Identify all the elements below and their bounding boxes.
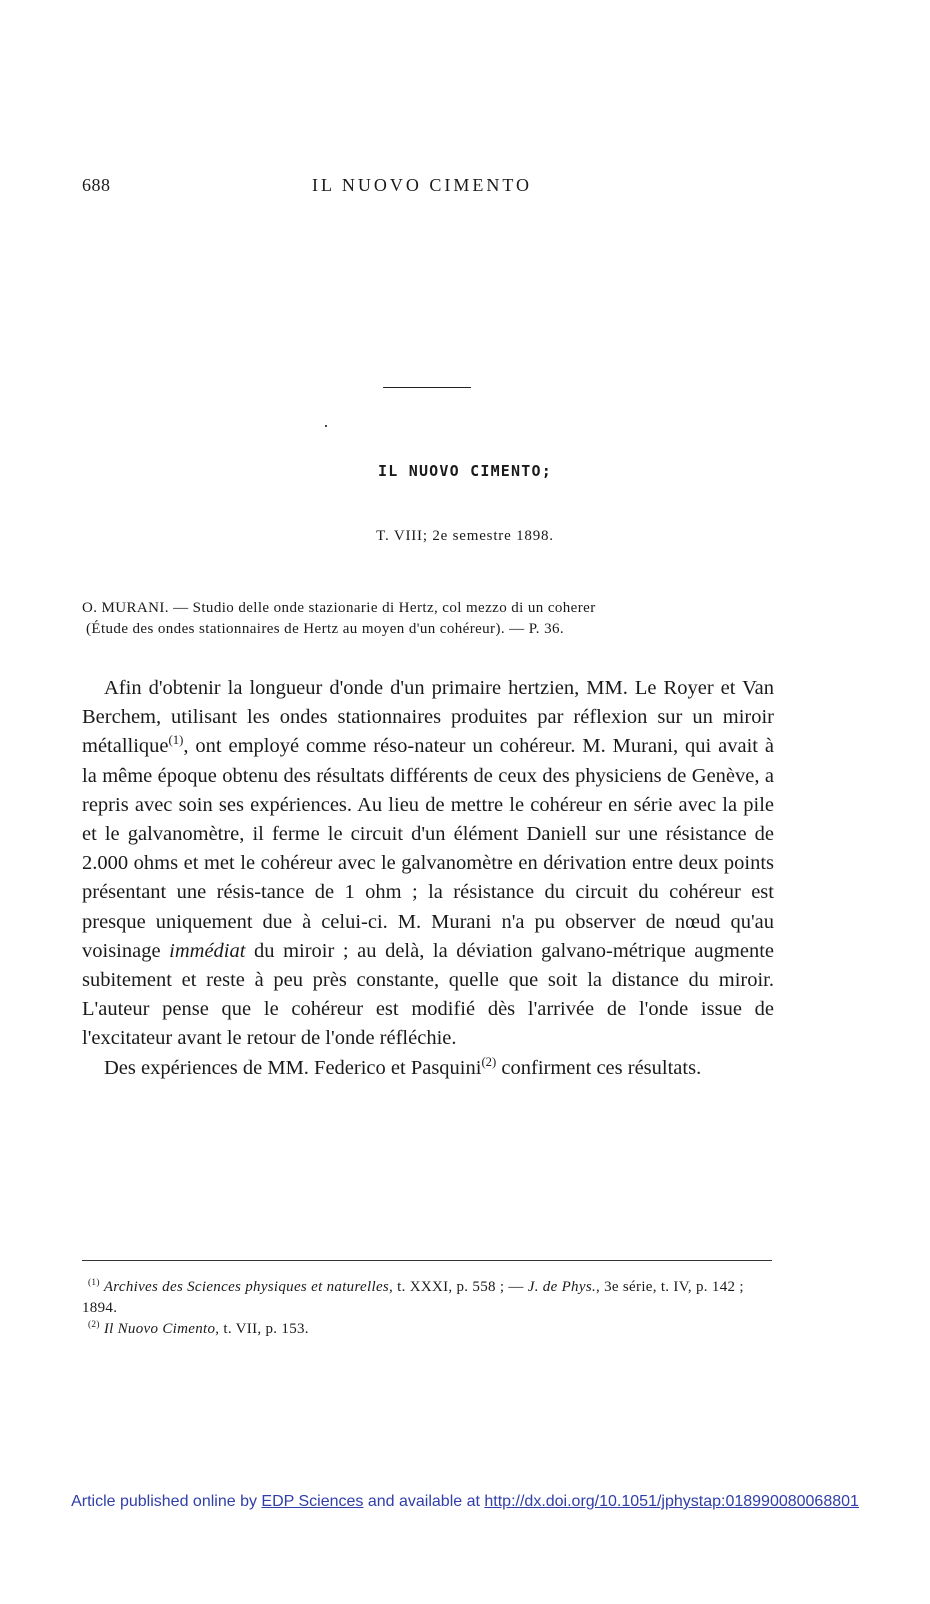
publisher-prefix: Article published online by bbox=[71, 1493, 262, 1510]
body-paragraph-2 bbox=[82, 1054, 774, 1083]
footnote-text: , t. XXXI, p. 558 ; — bbox=[389, 1279, 528, 1295]
body-paragraph-1 bbox=[82, 674, 774, 1054]
reference-line-1: O. MURANI. — Studio delle onde stazionarie di Hertz, col mezzo di un coherer bbox=[82, 600, 596, 616]
body-text: Afin d'obtenir la longueur d'onde d'un primaire hertzien, MM. Le Royer et Van Berchem, utilisant les ondes stationnaires produites par réflexion sur un miroir métallique bbox=[82, 677, 774, 758]
footnote-source-title: Archives des Sciences physiques et naturelles bbox=[103, 1279, 390, 1295]
footnote-mark-2: (2) bbox=[88, 1320, 100, 1330]
body-text: , ont employé comme réso-nateur un cohéreur. M. Murani, qui avait à la même époque obtenu des résultats différents de ceux des physiciens de Genève, a repris avec soin ses expériences. Au lieu de mettre le cohéreur en série avec la pile et le galvanomètre, il ferme le circuit d'un élément Daniell sur une résistance de 2.000 ohms et met le cohéreur avec le galvanomètre en dérivation entre deux points présentant une résis-tance de 1 ohm ; la résistance du circuit du cohéreur est presque uniquement due à celui-ci. M. Murani n'a pu observer de nœud qu'au voisinage bbox=[82, 735, 774, 962]
footnote-source-title: Il Nuovo Cimento bbox=[103, 1321, 216, 1337]
section-divider bbox=[383, 387, 471, 388]
footnotes bbox=[82, 1277, 774, 1340]
footnote-divider bbox=[82, 1260, 772, 1261]
footnote-journal: J. de Phys. bbox=[527, 1279, 597, 1295]
emphasis-text: immédiat bbox=[169, 939, 246, 962]
print-speck bbox=[325, 425, 327, 427]
footnote-mark-1: (1) bbox=[88, 1278, 100, 1288]
footnote-ref-2[interactable]: (2) bbox=[481, 1054, 497, 1069]
reference-line-2: (Étude des ondes stationnaires de Hertz au moyen d'un cohéreur). — P. 36. bbox=[86, 621, 565, 637]
footnote-2 bbox=[82, 1319, 774, 1340]
journal-title: IL NUOVO CIMENTO; bbox=[378, 462, 552, 480]
doi-link[interactable]: http://dx.doi.org/10.1051/jphystap:018990080068801 bbox=[484, 1493, 859, 1510]
footnote-text: , 3e série, t. IV, p. 142 ; 1894. bbox=[82, 1279, 744, 1316]
publisher-link[interactable]: EDP Sciences bbox=[261, 1493, 364, 1510]
body-text: du miroir ; au delà, la déviation galvano-métrique augmente subitement et reste à peu près constante, quelle que soit la distance du miroir. L'auteur pense que le cohéreur est modifié dès l'arrivée de l'onde issue de l'excitateur avant le retour de l'onde réfléchie. bbox=[82, 939, 774, 1050]
running-title: IL NUOVO CIMENTO bbox=[312, 175, 532, 195]
reference-block bbox=[82, 598, 774, 640]
page-number: 688 bbox=[82, 175, 111, 195]
body-text: Des expériences de MM. Federico et Pasquini bbox=[104, 1056, 482, 1079]
publisher-banner bbox=[0, 1493, 930, 1511]
footnote-ref-1[interactable]: (1) bbox=[168, 733, 184, 748]
article-body bbox=[82, 674, 774, 1083]
footnote-text: , t. VII, p. 153. bbox=[215, 1321, 309, 1337]
footnote-1 bbox=[82, 1277, 774, 1319]
body-text: confirment ces résultats. bbox=[496, 1056, 702, 1079]
volume-line: T. VIII; 2e semestre 1898. bbox=[376, 528, 554, 544]
publisher-middle: and available at bbox=[363, 1493, 485, 1510]
